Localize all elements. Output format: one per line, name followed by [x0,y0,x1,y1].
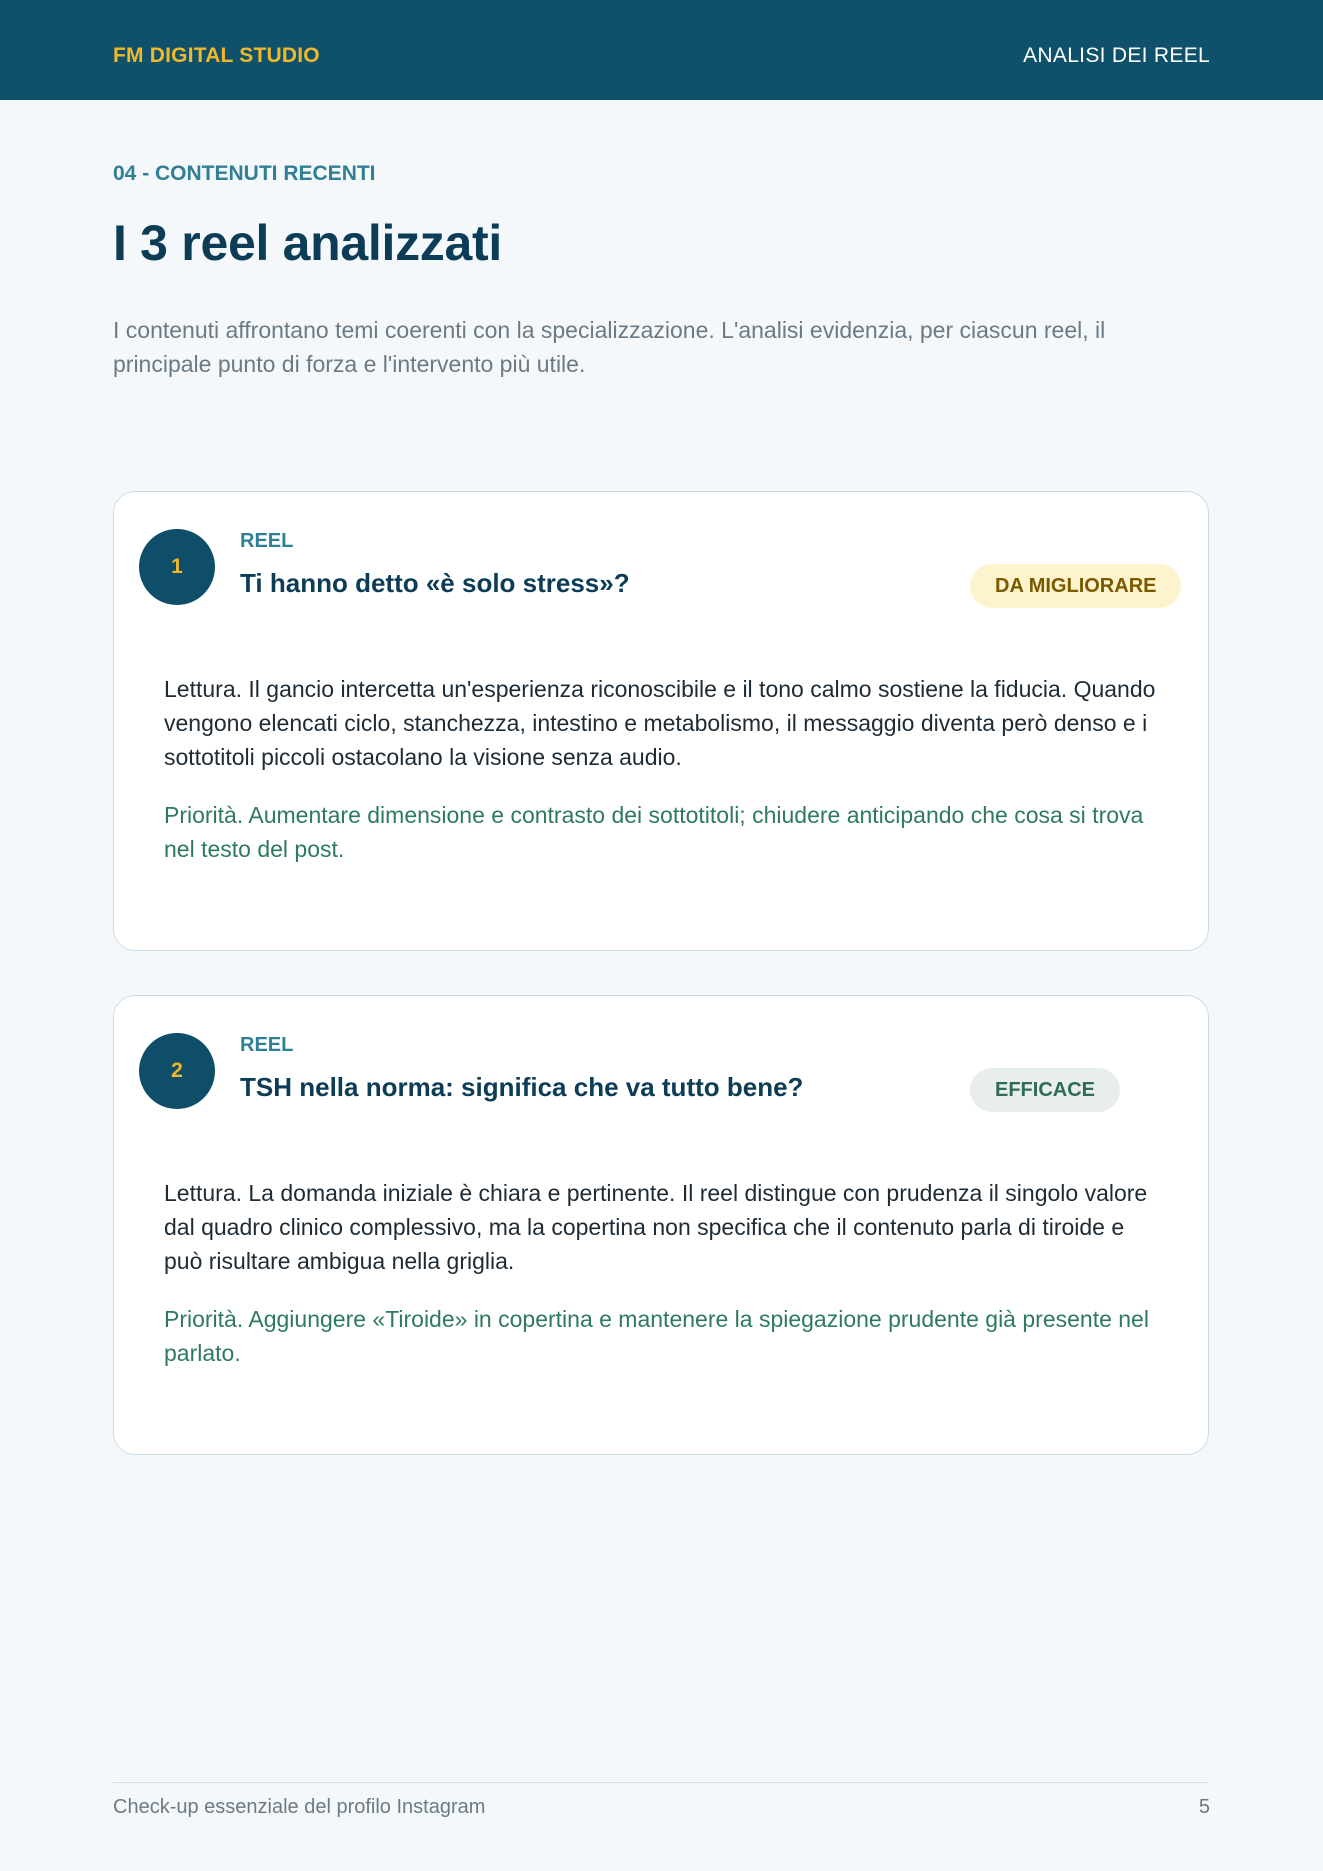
reel-title: Ti hanno detto «è solo stress»? [240,568,630,598]
section-label: 04 - CONTENUTI RECENTI [113,162,376,185]
reel-priority: Priorità. Aumentare dimensione e contrasto dei sottotitoli; chiudere anticipando che cosa si trova nel testo del post. [164,802,1144,862]
top-bar [0,0,1323,100]
reel-number-badge: 2 [139,1033,215,1109]
reel-label: REEL [240,530,294,552]
page-title: I 3 reel analizzati [113,215,502,271]
brand-name: FM DIGITAL STUDIO [113,44,320,67]
reel-reading: Lettura. Il gancio intercetta un'esperienza riconoscibile e il tono calmo sostiene la fiducia. Quando vengono elencati ciclo, stanchezza, intestino e metabolismo, il messaggio diventa però denso e i sottotitoli piccoli ostacolano la visione senza audio. [164,676,1156,770]
status-badge: DA MIGLIORARE [970,564,1181,608]
reel-label: REEL [240,1034,294,1056]
intro-paragraph: I contenuti affrontano temi coerenti con la specializzazione. L'analisi evidenzia, per ciascun reel, il principale punto di forza e l'intervento più utile. [113,317,1106,377]
reel-card-1 [113,491,1209,951]
status-badge: EFFICACE [970,1068,1120,1112]
page-number: 5 [1198,1796,1210,1818]
footer-divider [113,1782,1209,1783]
reel-number-badge: 1 [139,529,215,605]
header-section-name: ANALISI DEI REEL [1023,44,1210,67]
reel-reading: Lettura. La domanda iniziale è chiara e pertinente. Il reel distingue con prudenza il singolo valore dal quadro clinico complessivo, ma la copertina non specifica che il contenuto parla di tiroide e può risultare ambigua nella griglia. [164,1180,1148,1274]
reel-title: TSH nella norma: significa che va tutto bene? [240,1072,804,1102]
reel-priority: Priorità. Aggiungere «Tiroide» in copertina e mantenere la spiegazione prudente già presente nel parlato. [164,1306,1149,1366]
reel-card-2 [113,995,1209,1455]
footer-document-title: Check-up essenziale del profilo Instagram [113,1796,486,1818]
